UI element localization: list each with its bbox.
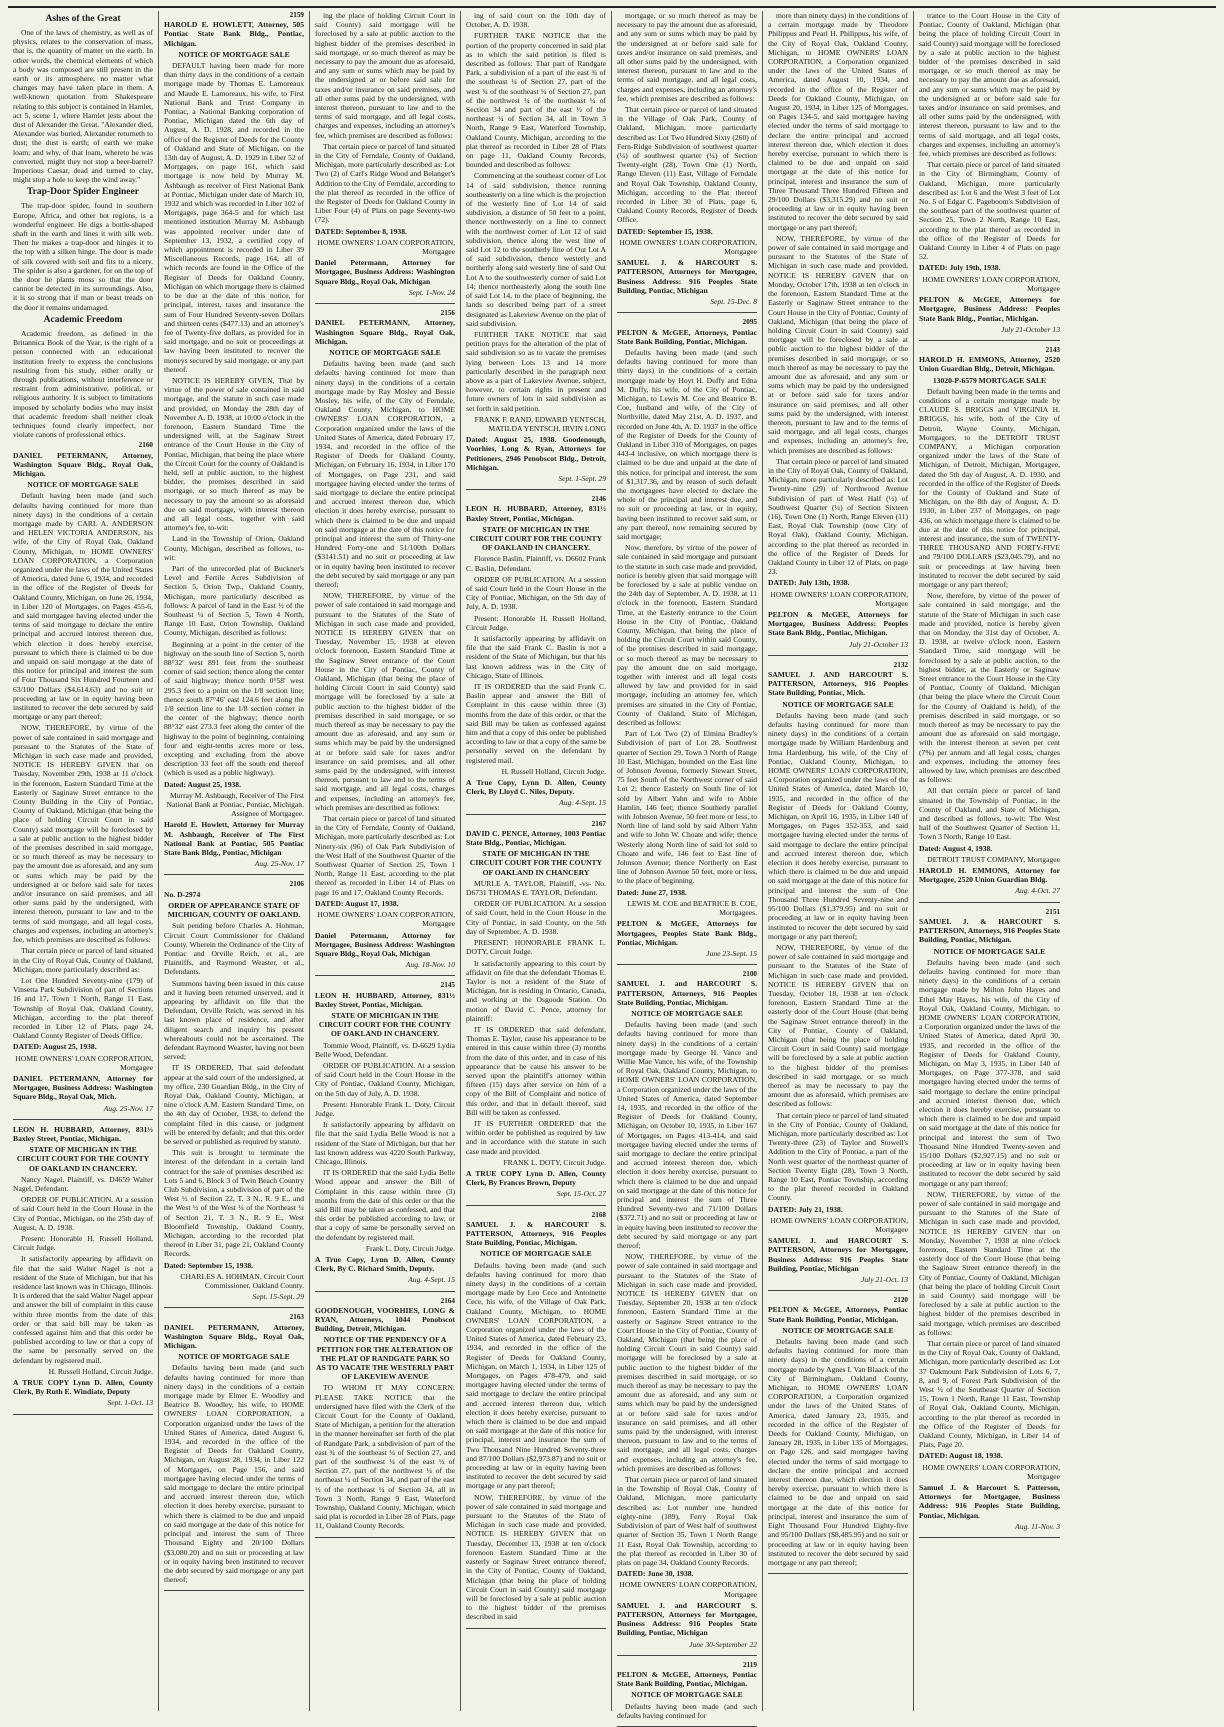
notice-paragraph: NOW, THEREFORE, by virtue of the power of sale contained in said mortgage and pursuant to the Statutes of the State of Michigan in such case made and provided, NOTICE IS HEREBY GIVEN that on Tuesday, November 29th, 1938 at 11 o'clock in the forenoon, Eastern Standard Time at the Easterly or Saginaw Street entrance to the County Building in the City of Pontiac, County of Oakland, Michigan (that being the place of holding Circuit Court in said County) said mortgage will be foreclosed by a sale at public auction to the highest bidder of the premises described in said mortgage, or so much thereof as may be necessary to pay the amount due as aforesaid, and any sum or sums which may be paid by the undersigned at or before said sale for taxes and/or insurance on said premises, and all other sums paid by the undersigned, with interest thereon, pursuant to law and to the terms of said mortgage, and all legal costs, charges and expenses, including an attorney's fee, which premises are described as follows: [13,723,153,945]
notice-paragraph: That certain piece or parcel of land situated in the City of Ferndale, County of Oakland, Michigan, more particularly described as: Lot Ninety-six (96) of Oak Park Subdivision of the West Half of the Southwest Quarter of the Southwest Quarter of Section 25, Town 1 North, Range 11 East, according to the plat thereof as recorded in Liber 14 of Plats on page 16 and 17, Oakland County Records. [315,814,455,897]
notice-signature: HOME OWNERS' LOAN CORPORATION, Mortgagee [770,1215,908,1234]
notice-paragraph: Defaults having been made (and such defaults having continued for more than ninety days) in the conditions of a certain mortgage made by Elmer E. Woodley and Beatrice B. Woodley, his wife, to HOME OWNERS' LOAN CORPORATION, a Corporation organized under the laws of the United States of America, dated August 6, 1934, and recorded in the office of the Register of Deeds for Oakland County, Michigan, on August 28, 1934, in Liber 122 of Mortgages, on Page 156, and said mortgagee having elected under the terms of said mortgage to declare the entire principal and accrued interest thereon due, which election it does hereby exercise, pursuant to which there is claimed to be due and unpaid on said mortgage at the date of this notice for principal and interest the sum of Three Thousand Eighty and 20/100 Dollars ($3,080.20) and no suit or proceeding at law or in equity having been instituted to recover the debt secured by said mortgage or any part thereof; [164,1363,304,1585]
notice-run-dates: Aug. 25-Nov. 17 [103,1103,153,1113]
notice-attorney: GOODENOUGH, VOORHIES, LONG & RYAN, Attorneys, 1044 Penobscot Building, Detroit, Michigan. [315,1305,455,1334]
notice-run-dates: Sept. 1-Nov. 24 [408,287,455,297]
legal-notice [466,1211,606,1622]
notice-paragraph: Defaults having been made (and such defaults having continued for more than ninety days) in the conditions of a certain mortgage made by Milton John Hayes and Ethel May Hayes, his wife, of the City of Royal Oak, Oakland County, Michigan, to HOME OWNERS' LOAN CORPORATION, a Corporation organized under the laws of the United States of America, dated April 30, 1935, and recorded in the office of the Register of Deeds for Oakland County, Michigan, on May 3, 1935, in Liber 140 of Mortgages, on Page 377-378, and said mortgagee having elected under the terms of said mortgage to declare the entire principal and accrued interest thereon due, which election it does hereby exercise, pursuant to which there is claimed to be due and unpaid on said mortgage at the date of this notice for principal and interest the sum of Two Thousand Nine Hundred Twenty-seven and 15/100 Dollars ($2,927.15) and no suit or proceeding at law or in equity having been instituted to recover the debt secured by said mortgage or any part thereof; [919,957,1060,1188]
notice-paragraph: Commencing at the southeast corner of Lot 14 of said subdivision, thence running southeasterly on a line which is the projection of the westerly line of Lot 14 of said subdivision, a distance of 50 feet to a point, thence northwesterly on a line to connect with the northwest corner of Lot 12 of said subdivision, thence along the west line of said Lot 12 to the southerly line of Out Lot A of said subdivision, thence westerly and northerly along said westerly line of said Out Lot A to the southwesterly corner of said Lot 14; thence northeasterly along the south line of said Lot 14, to the place of beginning, the lands so described being part of a street designated as Lakeview Avenue on the plat of said subdivision. [466,171,606,328]
notice-attorney: SAMUEL J. and HARCOURT S. PATTERSON, Attorneys, 916 Peoples State Building, Pontiac, Michigan. [617,979,757,1007]
notice-paragraph: That certain piece or parcel of land situated in the Village of Oak Park, County of Oakland, Michigan, more particularly described as: Lot Two Hundred Sixty (260) of Fern-Ridge Subdivision of southwest quarter (¼) of southwest quarter (¼) of Section Twenty-eight (28), Town One (1) North, Range Eleven (11) East, Village of Ferndale and Royal Oak Township, Oakland County, Michigan, according to the Plat thereof recorded in Liber 30 of Plats, page 6, Oakland County Records, Register of Deeds Office. [617,105,757,225]
notice-footer: PELTON & McGEE, Attorneys for Mortgagee, Business Address: Peoples State Bank Bldg., Pontiac, Michigan. [919,295,1060,323]
columns-container [8,11,1216,1720]
legal-notice [919,11,1060,334]
notice-caption: NOTICE OF THE PENDENCY OF A PETITION FOR THE ALTERATION OF THE PLAT OF RANDGATE PARK SO AS TO VACATE THE WESTERLY PART OF LAKEVIEW AVENUE [316,1335,454,1382]
notice-footer: A True Copy, Lynn D. Allen, County Clerk, By C. Richard Smith, Deputy. [315,1255,455,1274]
notice-dated: DATED: July 19th, 1938. [919,263,1001,273]
article-title: Ashes of the Great [45,14,121,24]
notice-dated: DATED: August 25, 1938. [13,1042,97,1052]
notice-paragraph: MURLE A. TAYLOR, Plaintiff, -vs- No. D6731 THOMAS E. TAYLOR, Defendant. [466,878,606,898]
notice-footer: SAMUEL J. & HARCOURT S. PATTERSON, Attorneys for Mortgagee, Business Address: 916 Peoples State Building, Pontiac, Michigan [617,258,757,295]
notice-paragraph: Defaults having been made (and such defaults having continued for more than thirty days) in the conditions of a certain mortgage made by Hoyt H. Duffy and Edna M. Duffy, his wife, of the City of Pontiac, Michigan, to Lewis M. Coe and Beatrice B. Coe, husband and wife, of the City of Northville, dated May 21st, A. D. 1937, and recorded on June 4th, A. D. 1937 in the office of the Register of Deeds for the County of Oakland in Liber 310 of Mortgages, on pages 443-4 inclusive, on which mortgage there is claimed to be due and unpaid at the date of this notice, for principal and interest, the sum of $1,317.36, and by reason of such default the mortgagees have elected to declare the whole of the principal and interest due, and no suit or proceeding at law, or in equity, having been instituted to recover said sum, or any part thereof, now remaining secured by said mortgage; [617,347,757,541]
notice-divider [768,655,908,656]
notice-paragraph: Part of Lot Two (2) of Elmina Bradley's Subdivision of part of Lot 28, Southwest quarter of Section 29, Town 3 North of Range 10 East, Michigan, bounded on the East line of Johnson Avenue, formerly Stewart Street, 75 feet South of the Northwest corner of said Lot 2; thence Easterly on South line of lot sold by Albert Yahn and wife to Abbie Hamlin, 146 feet; thence Southerly parallel with Johnson Avenue, 50 feet more or less, to North line of land sold by said Albert Yahn and wife to John W. Choate and wife; thence Westerly along North line of said lot sold to Choate and wife, 146 feet to East line of Johnson Avenue; thence Northerly on East line of Johnson Avenue 50 feet, more or less, to the place of beginning. [617,729,757,886]
notice-paragraph: Defaults having been made (and such defaults having continued for more than ninety days) in the conditions of a certain mortgage made by William Hardenburg and Irma Hardenburg, his wife, of the City of Pontiac, Oakland County, Michigan, to HOME OWNERS' LOAN CORPORATION, a Corporation organized under the laws of the United States of America, dated March 10, 1935, and recorded in the office of the Register of Deeds for Oakland County, Michigan, on April 16, 1935, in Liber 140 of Mortgages, on Pages 352-353, and said mortgagee having elected under the terms of said mortgage to declare the entire principal and accrued interest thereon due, which election it does hereby exercise, pursuant to which there is claimed to be due and unpaid on said mortgage at the date of this notice for principal and interest the sum of One Thousand Three Hundred Seventy-nine and 95/100 Dollars ($1,379.95) and no suit or proceeding at law or in equity having been instituted to recover the debt secured by said mortgage or any part thereof; [768,710,908,941]
notice-footer: Dated: August 25, 1938. Goodenough, Voorhies, Long & Ryan, Attorneys for Petitioners, 2946 Penobscot Bldg., Detroit, Michigan. [466,435,606,472]
notice-number: 2095 [742,318,757,327]
notice-paragraph: Default having been made in the terms and conditions of a certain mortgage made by CLAUDE S. BRIGGS and VIRGINIA H. BRIGGS, his wife, both of the City of Detroit, Wayne County, Michigan, Mortgagors, to the DETROIT TRUST COMPANY, a Michigan corporation organized under the laws of the State of Michigan, of Detroit, Michigan, Mortgagee, dated the 5th day of August, A. D. 1930, and recorded in the office of the Register of Deeds for the County of Oakland and State of Michigan, on the 8th day of August, A. D. 1930, in Liber 237 of Mortgages, on page 436, on which mortgage there is claimed to be due at the date of this notice for principal, interest and insurance, the sum of TWENTY-THREE THOUSAND AND FORTY-FIVE and 79/100 DOLLARS ($23,045.79), and no suit or proceedings at law having been instituted to recover the debt secured by said mortgage or any part thereof; [919,386,1060,589]
top-rule [8,6,1216,8]
notice-run-dates: Sept. 1-Oct. 13 [107,1398,153,1408]
notice-paragraph: IT IS FURTHER ORDERED that the within order be published as required by law and in accordance with the statute in such case made and provided. [466,1118,606,1156]
notice-number: 2163 [289,1313,304,1322]
notice-run-dates: Sept. 1-Sept. 29 [558,473,606,483]
notice-paragraph: Defaults having been made (and such defaults having continued for [617,1701,757,1720]
notice-run-dates: Aug. 4-Sept. 15 [559,798,606,808]
article-title: Trap-Door Spider Engineer [27,187,139,198]
notice-paragraph: Defaults having been made (and such defaults having continued for more than ninety days) in the conditions of a certain mortgage made by Leo Cece and Antoinette Cece, his wife, of the Village of Oak Park, Oakland County, Michigan, to HOME OWNERS' LOAN CORPORATION, a Corporation organized under the laws of the United States of America, dated February 23, 1934, and recorded in the office of the Register of Deeds for Oakland County, Michigan, on March 1, 1934, in Liber 125 of Mortgages, on Pages 478-479, and said mortgagee having elected under the terms of said mortgage to declare the entire principal and accrued interest thereon due, which election it does hereby exercise, pursuant to which there is claimed to be due and unpaid on said mortgage at the date of this notice for principal, interest and insurance the sum of Two Thousand Nine Hundred Seventy-three and 87/100 Dollars ($2,973.87) and no suit or proceeding at law or in equity having been instituted to recover the debt secured by said mortgage or any part thereof; [466,1260,606,1491]
notice-caption: NOTICE OF MORTGAGE SALE [933,946,1046,956]
notice-paragraph: That certain piece or parcel of land situated in the Township of Royal Oak, County of Oakland, Michigan, more particularly described as: Lot number one hundred eighty-nine (189), Ferry Royal Oak Subdivision of part of West half of southwest quarter of Section 35, Town 1 North Range 11 East, Royal Oak Township, according to the plat thereof as recorded in Liber 30 of plats on page 34, Oakland County Records. [617,1475,757,1567]
notice-divider [919,340,1060,341]
notice-dated: Dated: June 27, 1938. [617,887,687,897]
notice-attorney: DANIEL PETERMANN, Attorney, Washington Square Bldg., Royal Oak, Michigan. [315,318,455,346]
notice-paragraph: Land in the Township of Orion, Oakland County, Michigan, described as follows, to-wit: [164,534,304,562]
notice-footer: Harold E. Howlett, Attorney for Murray M. Ashbaugh, Receiver of The First National Bank at Pontiac, 505 Pontiac State Bank Bldg., Pontiac, Michigan [164,820,304,858]
notice-signature: FRANK L. DOTY, Circuit Judge. [503,1157,606,1167]
notice-divider [466,1628,606,1629]
notice-number: 2151 [1045,907,1060,916]
notice-paragraph: FURTHER TAKE NOTICE that said petition prays for the alteration of the plat of said subdivision so as to vacate the premises lying between Lots 13 and 14 more particularly described in the paragraph next above as a part of Lakeview Avenue, subject, however, to certain rights in present and future owners of lots in said subdivision as set forth in said petition. [466,329,606,413]
notice-dated: DATED: July 13th, 1938. [768,578,850,588]
notice-paragraph: IT IS ORDERED that the said Frank C. Baslin appear and answer the Bill of Complaint in this cause within three (3) months from the date of this order, or that the said Bill may be taken as confessed against him and that a copy of this order be published according to law or that a copy of the same be personally served on the defendant by registered mail. [466,682,607,765]
column [461,11,612,1711]
notice-caption: NOTICE OF MORTGAGE SALE [329,347,441,357]
notice-number: 2146 [591,495,606,504]
notice-paragraph: Present: Honorable H. Russell Holland, Circuit Judge. [466,613,606,632]
notice-footer: PELTON & McGEE, Attorneys for Mortgagees, Peoples State Bank Bldg., Pontiac, Michigan. [617,919,757,947]
notice-attorney: LEON H. HUBBARD, Attorney, 831½ Baxley Street, Pontiac, Michigan. [13,1124,153,1143]
notice-divider [617,1655,757,1656]
notice-number: 2119 [743,1660,757,1669]
legal-notice [617,970,757,1649]
notice-divider [164,1590,304,1591]
notice-caption: NOTICE OF MORTGAGE SALE [480,1249,592,1259]
column [8,11,159,1711]
notice-signature: H. Russell Holland, Circuit Judge. [48,1366,153,1376]
legal-notice [768,661,908,1284]
legal-notice [617,318,757,958]
notice-paragraph: mortgage, or so much thereof as may be necessary to pay the amount due as aforesaid, and any sum or sums which may be paid by the undersigned at or before said sale for taxes and/or insurance on said premises, and all other sums paid by the undersigned, with interest thereon, pursuant to law and to the terms of said mortgage, and all legal costs, charges and expenses, including an attorney's fee, which premises are described as follows: [617,11,757,103]
legal-notice [315,309,455,969]
legal-notice [617,11,757,306]
notice-run-dates: Sept. 15-Oct. 27 [556,1189,606,1199]
notice-paragraph: ORDER OF PUBLICATION. At a session of said Court held in the Court House in the City of Pontiac, Michigan, on the 25th day of August, A. D. 1938. [13,1195,153,1232]
legal-notice [768,1296,908,1567]
notice-paragraph: Summons having been issued in this cause and it having been returned unserved, and it appearing by affidavit on file that the Defendant, Orville Reich, was served in his last known place of residence, and after diligent search and inquiry his present whereabouts could not be ascertained. The defendant Raymond Weaster, having not been served; [164,978,304,1062]
notice-run-dates: Aug. 11-Nov. 3 [1015,1521,1060,1531]
notice-paragraph: That certain piece or parcel of land situated in the City of Royal Oak, County of Oakland, Michigan, more particularly described as: Lot 37 Oakmount Park Subdivision of Lots 6, 7, 8, and 9, of Forest Park Subdivision of the West ½ of the Southeast Quarter of Section 15, Town 1 North, Range 11 East, Township of Royal Oak, Oakland County, Michigan, according to the plat thereof as recorded in the Office of the Register of Deeds for Oakland County, Michigan, in Liber 14 of Plats, Page 20. [919,1339,1060,1450]
notice-paragraph: more than ninety days) in the conditions of a certain mortgage made by Theodore Philippus and Pearl H. Philippus, his wife, of the City of Royal Oak, Oakland County, Michigan, to HOME OWNERS' LOAN CORPORATION, a Corporation organized under the laws of the United States of America, dated August 10, 1934, and recorded in the office of the Register of Deeds for Oakland County, Michigan, on August 20, 1934, in Liber 125 of Mortgages, on Pages 134-5, and said mortgagee having elected under the terms of said mortgage to declare the entire principal and accrued interest thereon due, which election it does hereby exercise, pursuant to which there is claimed to be due and unpaid on said mortgage at the date of this notice for principal, interest and insurance the sum of Three Thousand Three Hundred Fifteen and 29/100 Dollars ($3,315.29) and no suit or proceeding at law or in equity having been instituted to recover the debt secured by said mortgage or any part thereof; [768,11,908,232]
notice-attorney: No. D-2974 [164,889,201,899]
notice-run-dates: Sept. 15-Dec. 8 [710,297,757,307]
notice-paragraph: NOW, THEREFORE, by virtue of the power of sale contained in said mortgage and pursuant to the Statutes of the State of Michigan in such case made and provided, NOTICE IS HEREBY GIVEN that on Tuesday, November 15, 1938 at eleven o'clock forenoon, Eastern Standard Time at the Saginaw Street entrance of the Court House in the City of Pontiac, County of Oakland, Michigan (that being the place of holding Circuit Court in said County) said mortgage will be foreclosed by a sale at public auction to the highest bidder of the premises described in said mortgage, or so much thereof as may be necessary to pay the amount due as aforesaid, and any sum or sums which may be paid by the undersigned at or before said sale for taxes and/or insurance on said premises, and all other sums paid by the undersigned, with interest thereon, pursuant to law and to the terms of said mortgage, and all legal costs, charges and expenses, including an attorney's fee, which premises are described as follows: [315,591,455,812]
notice-signature: HOME OWNERS' LOAN CORPORATION, Mortgagee [922,274,1060,293]
notice-run-dates: Aug. 4-Sept. 15 [408,1275,455,1285]
notice-signature: HOME OWNERS' LOAN CORPORATION, Mortgagee [15,1053,153,1072]
notice-paragraph: Now, therefore, by virtue of the power of sale contained in said mortgage and pursuant to the statute in such case made and provided, notice is hereby given that said mortgage will be foreclosed by a sale at public vendue on the 24th day of September, A. D. 1938, at 11 o'clock in the forenoon, Eastern Standard Time, at the Easterly entrance to the Court House in the City of Pontiac, Oakland County, Michigan, that being the place of holding the Circuit Court within said County, of the premises described in said mortgage, or so much thereof as may be necessary to pay the amount due on said mortgage, together with interest and all legal costs allowed by law and provided for in said mortgage, including an attorney fee, which premises are situated in the City of Pontiac, County of Oakland, State of Michigan, described as follows: [617,543,757,728]
notice-paragraph: That certain piece or parcel of land situated in the City of Pontiac, County of Oakland, Michigan, more particularly described as: Lot Twenty-three (23) of Taylor and Stowell's Addition to the City of Pontiac, a part of the North west quarter of the northeast quarter of Section Twenty Eight (28), Town 3 North, Range 10 East, Pontiac Township, according to the plat thereof recorded in Oakland County. [768,1110,908,1203]
notice-dated: Dated: August 4, 1938. [919,843,993,853]
notice-signature: Murray M. Ashbaugh, Receiver of The First National Bank at Pontiac, Pontiac, Michigan. Assignee of Mortgagee. [166,790,304,819]
notice-attorney: PELTON & McGEE, Attorneys, Pontiac State Bank Building, Pontiac, Michigan. [617,327,757,346]
notice-signature: HOME OWNERS' LOAN CORPORATION, Mortgagee [317,237,455,257]
notice-paragraph: Present: Honorable H. Russell Holland, Circuit Judge. [13,1233,153,1253]
notice-footer: PELTON & McGEE, Attorneys for Mortgagee, Business Address: Peoples State Bank Bldg., Pontiac, Michigan. [768,610,908,638]
notice-divider [919,902,1060,903]
column [612,11,763,1720]
notice-divider [164,1307,304,1308]
notice-divider [466,814,606,815]
notice-signature: HOME OWNERS' LOAN CORPORATION, Mortgagee [619,237,757,257]
notice-caption: STATE OF MICHIGAN IN THE CIRCUIT COURT FOR THE COUNTY OF OAKLAND IN CHANCERY [469,849,603,877]
notice-divider [466,1205,606,1206]
notice-paragraph: It satisfactorily appearing by affidavit on file that the said Frank C. Baslin is not a resident of the State of Michigan, but that his last known address was in the City of Chicago, State of Illinois. [466,634,606,680]
article [13,187,153,311]
notice-signature: Frank L. Doty, Circuit Judge. [365,1243,455,1253]
article-paragraph: Academic freedom, as defined in the Britannica Book of the Year, is the right of a person connected with an educational institution freely to express the conclusions resulting from his study, either orally or through publications, without interference or restraint from administrative, political, or religious authority. It is subject to limitations imposed by scholarly bodies who may insist that academic freedom shall neither cloak techniques found clearly imperfect, nor violate canons of professional ethics. [13,328,153,440]
notice-caption: STATE OF MICHIGAN IN THE CIRCUIT COURT FOR THE COUNTY OF OAKLAND IN CHANCERY. [469,524,603,553]
legal-notice [13,441,153,1112]
notice-paragraph: Defaults having been made (and such defaults having continued for more than ninety days) in the conditions of a certain mortgage made by Agnes I. Van Blaack of the City of Birmingham, Oakland County, Michigan, to HOME OWNERS' LOAN CORPORATION, a Corporation organized under the laws of the United States of America, dated January 23, 1935, and recorded in the office of the Register of Deeds for Oakland County, Michigan, on January 28, 1935, in Liber 135 of Mortgages, on Page 126, and said mortgagee having elected under the terms of said mortgage to declare the entire principal and accrued interest thereon due, which election it does hereby exercise, pursuant to which there is claimed to be due and unpaid on said mortgage at the date of this notice for principal, interest and insurance the sum of Eight Thousand Four Hundred Eighty-five and 95/100 Dollars ($8,485.95) and no suit or proceeding at law or in equity having been instituted to recover the debt secured by said mortgage or any part thereof; [768,1337,908,1567]
notice-paragraph: ORDER OF PUBLICATION. At a session of said Court held in the Court House in the City of Pontiac, Oakland County, Michigan, on the 5th day of July, A. D. 1938. [315,1060,455,1098]
notice-paragraph: NOW, THEREFORE, by virtue of the power of sale contained in said mortgage and pursuant to the Statutes of the State of Michigan in such case made and provided, NOTICE IS HEREBY GIVEN that on Tuesday, September 20, 1938 at ten o'clock forenoon, Eastern Standard Time at the easterly or Saginaw Street entrance to the Court House in the City of Pontiac, County of Oakland, Michigan (that being the place of holding Circuit Court in said County) said mortgage will be foreclosed by a sale at public auction to the highest bidder of the premises described in said mortgage, or so much thereof as may be necessary to pay the amount due as aforesaid, and any sum or sums which may be paid by the undersigned at or before said sale for taxes and/or insurance on said premises, and all other sums paid by the undersigned, with interest thereon, pursuant to law and to the terms of said mortgage, and all legal costs, charges and expenses, including an attorney's fee, which premises are described as follows: [617,1252,757,1473]
notice-footer: DANIEL PETERMANN, Attorney for Mortgagee, Business Address: Washington Square Bldg., Royal Oak, Mich. [13,1073,153,1102]
notice-paragraph: Default having been made (and such defaults having continued for more than ninety days) in the conditions of a certain mortgage made by CARL A. ANDERSON and HELEN VICTORIA ANDERSON, his wife, of the City of Royal Oak, Oakland County, Michigan, to HOME OWNERS' LOAN CORPORATION, a Corporation organized under the laws of the United States of America, dated June 6, 1934, and recorded in the office of the Register of Deeds for Oakland County, Michigan, on June 26, 1934, in Liber 120 of Mortgages, on Pages 455-6, and said mortgagee having elected under the terms of said mortgage to declare the entire principal and accrued interest thereon due, which election it does hereby exercise, pursuant to which there is claimed to be due and unpaid on said mortgage at the date of this notice for principal and interest the sum of Four Thousand Six Hundred Fourteen and 63/100 Dollars ($4,614.63) and no suit or proceeding at law or in equity having been instituted to recover the debt secured by said mortgage or any part thereof; [13,491,153,722]
legal-notice [164,11,304,868]
notice-paragraph: PRESENT: HONORABLE FRANK L. DOTY, Circuit Judge. [466,938,606,957]
notice-run-dates: June 23-Sept. 15 [706,948,757,958]
notice-dated: DATED: July 21, 1938. [768,1204,843,1214]
notice-number: 2164 [440,1296,455,1305]
notice-divider [315,1291,455,1292]
notice-paragraph: Beginning at a point in the center of the highway on the south line of Section 5, north 88°32' west 891 feet from the southeast corner of said section; thence along the center of said highway; thence north 0°58' west 295.3 feet to a point on the 1/8 section line; thence south 87°46' east 124.6 feet along the 1/8 section line to the 1/8 section corner in the center of the highway; thence north 88°32' east 273.3 feet along the center of the highway to the point of beginning, containing four and eight-tenths acres more or less, excepting and excluding from the above description 33 feet off the south end thereof (which is used as a public highway). [164,639,304,778]
notice-footer: SAMUEL J. and HARCOURT S. PATTERSON, Attorneys for Mortgagee, Business Address: 916 Peoples State Building, Pontiac, Michigan [768,1236,908,1273]
notice-divider [315,303,455,304]
notice-attorney: DAVID C. PENCE, Attorney, 1003 Pontiac State Bldg., Pontiac, Michigan. [466,828,606,848]
legal-notice [466,11,606,483]
notice-paragraph: All that certain piece or parcel of land situated in the Township of Pontiac, in the County of Oakland, and State of Michigan, and described as follows, to-wit: The West half of the Southwest Quarter of Section 11, Town 3 North, Range 10 East. [919,786,1060,842]
notice-signature: CHARLES A. HOHMAN, Circuit Court Commissioner, Oakland County. [180,1271,304,1291]
notice-paragraph: This suit is brought to terminate the interest of the defendant in a certain land contract for the sale of premises described as: Lots 5 and 6, Block 3 of Twin Beach Country Club Subdivision, a subdivision of part of the West ½ of Section 22, T. 3 N., R. 9 E., and the West ½ of the West ¼ of the Northeast ¼ of Section 21, T. 3 N., R. 9 E., West Bloomfield Township, Oakland County, Michigan, according to the recorded plat thereof in Liber 31, page 21, Oakland County Records. [164,1148,304,1259]
notice-paragraph: NOW, THEREFORE, by virtue of the power of sale contained in said mortgage and pursuant to the Statutes of the State of Michigan in such case made and provided, NOTICE IS HEREBY GIVEN that on Monday, November 7, 1938 at nine o'clock forenoon, Eastern Standard Time at the easterly door of the Court House (that being the Saginaw Street entrance thereof) in the City of Pontiac, County of Oakland, Michigan (that being the place of holding Circuit Court in said County) said mortgage will be foreclosed by a sale at public auction to the highest bidder of the premises described in said mortgage, which premises are described as follows: [919,1189,1060,1337]
notice-signature: HOME OWNERS' LOAN CORPORATION, Mortgagee [317,910,455,929]
notice-paragraph: NOW, THEREFORE, by virtue of the power of sale contained in said mortgage and pursuant to the Statutes of the State of Michigan in such case made and provided, NOTICE IS HEREBY GIVEN that on Monday, October 17th, 1938 at ten o'clock in the forenoon, Eastern Standard Time at the Easterly or Saginaw Street entrance to the Court House in the City of Pontiac, County of Oakland, Michigan (that being the place of holding Circuit Court in said County) said mortgage will be foreclosed by a sale at public auction to the highest bidder of the premises described in said mortgage, or so much thereof as may be necessary to pay the amount due as aforesaid, and any sum or sums which may be paid by the undersigned at or before said sale for taxes and/or insurance on said premises, and all other sums paid by the undersigned, with interest thereon, pursuant to law and to the terms of said mortgage, and all legal costs, charges and expenses, including an attorney's fee, which premises are described as follows: [768,233,908,455]
notice-divider [315,1537,455,1538]
notice-caption: NOTICE OF MORTGAGE SALE [782,699,894,709]
notice-footer: Daniel Petermann, Attorney for Mortgagee, Business Address: Washington Square Bldg., Royal Oak, Michigan [315,258,455,286]
legal-notice [919,908,1060,1531]
notice-divider [768,1573,908,1574]
notice-paragraph: ing of said court on the 10th day of October, A. D. 1938. [466,11,606,30]
notice-caption: STATE OF MICHIGAN IN THE CIRCUIT COURT FOR THE COUNTY OF OAKLAND IN CHANCERY. [318,1010,452,1039]
notice-attorney: SAMUEL J. & HARCOURT S. PATTERSON, Attorneys, 916 Peoples State Building, Pontiac, Michigan. [919,916,1060,945]
notice-paragraph: trance to the Court House in the City of Pontiac, County of Oakland, Michigan (that being the place of holding Circuit Court in said County) said mortgage will be foreclosed by a sale at public auction to the highest bidder of the premises described in said mortgage, or so much thereof as may be necessary to pay the amount due as aforesaid, and any sum or sums which may be paid by the undersigned at or before said sale for taxes and/or insurance on said premises, and all other sums paid by the undersigned, with interest thereon, pursuant to law and to the terms of said mortgage, and all legal costs, charges and expenses, including an attorney's fee, which premises are described as follows: [919,11,1060,159]
notice-attorney: SAMUEL J. AND HARCOURT S. PATTERSON, Attorneys, 916 Peoples State Building, Pontiac, Mich. [768,670,908,698]
notice-paragraph: Tommie Wood, Plaintiff, vs. D-6629 Lydia Belle Wood, Defendant. [315,1040,455,1059]
notice-run-dates: Aug. 18-Nov. 10 [405,960,455,970]
notice-number: 2160 [138,441,153,450]
notice-divider [164,874,304,875]
legal-notice [466,820,606,1199]
notice-paragraph: NOW, THEREFORE, by virtue of the power of sale contained in said mortgage and pursuant to the Statutes of the State of Michigan in such case made and provided, NOTICE IS HEREBY GIVEN that on Tuesday, December 13, 1938 at ten o'clock forenoon Eastern Standard Time at the easterly or Saginaw Street entrance thereof, in the City of Pontiac, County of Oakland, Michigan (that being the place of holding Circuit Court in said County) said mortgage will be foreclosed by a sale at public auction to the highest bidder of the premises described in said [466,1492,606,1622]
notice-dated: DATED: August 18, 1938. [919,1451,1003,1461]
notice-attorney: SAMUEL J. & HARCOURT S. PATTERSON, Attorneys, 916 Peoples State Building, Pontiac, Michigan. [466,1219,606,1248]
notice-number: 2100 [742,970,757,979]
notice-caption: STATE OF MICHIGAN IN THE CIRCUIT COURT FOR THE COUNTY OF OAKLAND IN CHANCERY. [16,1145,150,1173]
notice-paragraph: That certain piece or parcel of land situated in the City of Royal Oak, County of Oakland, Michigan, more particularly described as: [13,946,153,974]
notice-run-dates: Aug. 25-Nov. 17 [254,859,304,869]
notice-footer: A TRUE COPY Lynn D. Allen, County Clerk, By Frances Brown, Deputy [466,1168,606,1188]
notice-paragraph: Now, therefore, by virtue of the power of sale contained in said mortgage, and the statute of the State of Michigan in such case made and provided, notice is hereby given that on Monday, the 31st day of October, A. D. 1938, at twelve o'clock noon, Eastern Standard Time, said mortgage will be foreclosed by a sale at public auction, to the highest bidder, at the Easterly or Saginaw Street entrance to the Court House in the City of Pontiac, County of Oakland, Michigan (that being the place where the Circuit Court for the County of Oakland is held), of the premises described in said mortgage, or so much thereof as may be necessary to pay the amount due as aforesaid on said mortgage, with the interest thereon at seven per cent (7%) per annum and all legal costs, charges and expenses, including the attorney fees allowed by law, which premises are described as follows: [919,591,1060,785]
notice-footer: HAROLD H. EMMONS, Attorney for Mortgagee, 2520 Union Guardian Bldg. [919,866,1060,885]
notice-caption: NOTICE OF MORTGAGE SALE [782,1325,894,1335]
notice-divider [768,1290,908,1291]
notice-dated: DATED: September 8, 1938. [315,226,407,236]
notice-signature: HOME OWNERS' LOAN CORPORATION, Mortgagee [770,589,908,608]
article-paragraph: The trap-door spider, found in southern Europe, Africa, and other hot regions, is a wonderful engineer. He digs a bottle-shaped shaft in the earth and lines it with silk web. Then he makes a trap-door and hinges it to the top with a silken hinge. The door is made of silk covered with soil and fits to a nicety. The spider is also a gardener, for on the top of the door he plants moss so that the door cannot be detected in its surroundings. Also, it is so strong that if man or beast treads on the door it remains undamaged. [13,201,153,312]
notice-paragraph: ORDER OF PUBLICATION. At a session of said Court, held in the Court House in the City of Pontiac, in said County, on the 5th day of September, A. D. 1938. [466,899,606,936]
notice-footer: SAMUEL J. and HARCOURT S. PATTERSON, Attorneys for Mortgagee, Business Address: 916 Peoples State Building, Pontiac, Michigan [617,1600,757,1638]
notice-signature: H. Russell Holland, Circuit Judge. [501,766,606,776]
notice-paragraph: Defaults having been made (and such defaults having continued for more than ninety days) in the conditions of a certain mortgage made by George H. Vance and Willie Mae Vance, his wife, of the Township of Royal Oak, Oakland County, Michigan, to HOME OWNERS' LOAN CORPORATION, a Corporation organized under the laws of the United States of America, dated September 14, 1935, and recorded in the office of the Register of Deeds for Oakland County, Michigan, on October 10, 1935, in Liber 167 of Mortgages, on Pages 413-414, and said mortgagee having elected under the terms of said mortgage to declare the entire principal and accrued interest thereon due, which election it does hereby exercise, pursuant to which there is claimed to be due and unpaid on said mortgage at the date of this notice for principal and interest the sum of Three Hundred Seventy-two and 71/100 Dollars ($372.71) and no suit or proceeding at law or in equity having been instituted to recover the debt secured by said mortgage or any part thereof; [617,1020,757,1250]
notice-caption: NOTICE OF MORTGAGE SALE [27,480,139,490]
notice-paragraph: ORDER OF PUBLICATION. At a session of said Court held in the Court House in the City of Pontiac, Michigan, on the 5th day of July, A. D. 1938. [466,574,606,612]
notice-attorney: HAROLD E. HOWLETT, Attorney, 505 Pontiac State Bank Bldg., Pontiac, Michigan. [164,20,304,48]
legal-notice [768,11,908,649]
notice-footer: A TRUE COPY Lynn D. Allen, County Clerk, By Ruth E. Windiate, Deputy [13,1378,153,1397]
notice-paragraph: Part of the unrecorded plat of Buckner's Level and Fertile Acres Subdivision of Section 5, Orion Twp., Oakland County, Michigan, more particularly described as follows: A parcel of land in the East ½ of the Southeast ¼ of Section 5, Town 4 North, Range 10 East, Orion Township, Oakland County, Michigan, described as follows: [164,563,304,638]
notice-caption: NOTICE OF MORTGAGE SALE [631,1008,743,1018]
notice-paragraph: IT IS ORDERED that the said Lydia Belle Wood appear and answer the Bill of Complaint in this cause within three (3) months from the date of this order or that the said Bill may be taken as confessed, and that this order be published according to law, or that a copy of same be personally served on the defendant by registered mail. [315,1168,455,1242]
notice-paragraph: ing the place of holding Circuit Court in said County) said mortgage will be foreclosed by a sale at public auction to the highest bidder of the premises described in said mortgage, or so much thereof as may be necessary to pay the amount due as aforesaid, and any sum or sums which may be paid by the undersigned at or before said sale for taxes and/or insurance on said premises, and all other sums paid by the undersigned, with interest thereon, pursuant to law and to the terms of said mortgage, and all legal costs, charges and expenses, including an attorney's fee, which premises are described as follows: [315,11,455,140]
notice-caption: ORDER OF APPEARANCE STATE OF MICHIGAN, COUNTY OF OAKLAND. [167,900,301,920]
notice-paragraph: Nancy Nagel, Plaintiff, vs. D4659 Walter Nagel, Defendant. [13,1174,153,1193]
legal-notice [919,346,1060,896]
notice-paragraph: DEFAULT having been made for more than thirty days in the conditions of a certain mortgage made by Thomas E. Lamoreaux and Maude E. Lamoreaux, his wife, to First National Bank and Trust Company in Pontiac, a National Banking corporation of Pontiac, Michigan dated the 6th day of August, A. D. 1928, and recorded in the office of the Register of Deeds for the County of Oakland and State of Michigan, on the 13th day of August, A. D. 1929 in Liber 52 of Mortgages, on page 161, which said mortgage is now held by Murray M. Ashbaugh as receiver of First National Bank at Pontiac, Michigan under date of March 10, 1932 and which was recorded in Liber 102 of Mortgages, page 364-5 and for which last mentioned institution Murray M. Ashbaugh was appointed receiver under date of September 13, 1932, a certified copy of which appointment is recorded in Liber 39 Miscellaneous Records, page 164, all of which records are found in the Office of the Register of Deeds for Oakland County, Michigan on which mortgage there is claimed to be due at the date of this notice, for principal, interest, taxes and insurance the sum of Four Hundred Seventy-seven Dollars and thirteen cents ($477.13) and an attorney's fee of Twenty-five dollars, as provided for in said mortgage, and no suit or proceedings at law having been instituted to recover the moneys secured by said mortgage, or any part thereof. [164,61,304,374]
legal-notice [617,1661,757,1720]
notice-paragraph: It satisfactorily appearing by affidavit on file that the said Walter Nagel is not a resident of the State of Michigan, but that his residence last known was in Chicago, Illinois. It is ordered that the said Walter Nagel appear and answer the bill of complaint in this cause within three months from the date of this order or that said bill may be taken as confessed against him and that this order be published according to law or that a copy of the same be personally served on the defendant by registered mail. [13,1254,153,1365]
notice-number: 2106 [289,880,304,889]
notice-paragraph: It satisfactorily appearing by affidavit on file that the said Lydia Belle Wood is not a resident of the State of Michigan, but that her last known address was 4220 South Parkway, Chicago, Illinois. [315,1120,455,1166]
notice-attorney: PELTON & McGEE, Attorneys, Pontiac State Bank Building, Pontiac, Michigan. [617,1669,757,1689]
notice-divider [617,964,757,965]
notice-run-dates: July 21-October 13 [1000,324,1060,334]
notice-paragraph: IT IS ORDERED that said defendant, Thomas E. Taylor, cause his appearance to be entered in this cause within three (3) months from the date of this order, and in case of his appearance that he cause his answer to be served upon the plaintiff's attorney within fifteen (15) days after service on him of a copy of the Bill of Complaint and notice of this order, and that in default thereof, said Bill will be taken as confessed. [466,1024,606,1117]
notice-signature: FRANK F. RAND, EDWARD YENTSCH, MATILDA YENTSCH, IRVIN LONG [474,414,606,433]
notice-caption: 13020-P-6579 MORTGAGE SALE [932,375,1047,385]
notice-number: 2167 [591,819,606,828]
notice-paragraph: NOW, THEREFORE, by virtue of the power of sale contained in said mortgage and pursuant to the Statutes of the State of Michigan in such case made and provided, NOTICE IS HEREBY GIVEN that on Tuesday, October 18, 1938 at ten o'clock forenoon, Eastern Standard Time at the easterly door of the Court House (that being the Saginaw Street entrance thereof) in the City of Pontiac, County of Oakland, Michigan (that being the place of holding Circuit Court in said County) said mortgage will be foreclosed by a sale at public auction to the highest bidder of the premises described in said mortgage, or so much thereof as may be necessary to pay the amount due as aforesaid, which premises are described as follows: [768,942,908,1109]
notice-paragraph: It satisfactorily appearing to this court by affidavit on file that the defendant Thomas E. Taylor is not a resident of the State of Michigan, but is residing in Ontario, Canada, and working at the Osgoode Station. On motion of David C. Pence, attorney for plaintiff: [466,958,606,1023]
notice-run-dates: Sept. 15-Sept. 29 [252,1292,304,1302]
notice-divider [315,975,455,976]
notice-attorney: LEON H. HUBBARD, Attorney, 831½ Baxley Street, Pontiac, Michigan. [466,504,606,523]
notice-paragraph: That certain piece or parcel of land situated in the City of Royal Oak, County of Oakland, Michigan, more particularly described as: Lot Twenty-nine (29) of Northwood Avenue Subdivision of part of West Half (½) of Southwest Quarter (¼) of Section Sixteen (16), Town One (1) North, Range Eleven (11) East, Royal Oak Township (now City of Royal Oak), Oakland County, Michigan, according to the plat thereof as recorded in the office of the Register of Deeds for Oakland County in Liber 12 of Plats, on page 23. [768,456,908,577]
notice-divider [13,1414,153,1415]
notice-paragraph: That certain piece or parcel of land situated in the City of Birmingham, County of Oakland, Michigan, more particularly described as: Lot 6 and the West 3 feet of Lot No. 5 of Edgar C. Pageboom's Subdivision of the southeast part of the southwest quarter of Section 25, Town 2 North, Range 10 East, according to the plat thereof as recorded in the office of the Register of Deeds for Oakland County in Liber 4 of Plats on page 52. [919,160,1060,262]
notice-paragraph: Lot One Hundred Seventy-nine (179) of Vinsetta Park Subdivision of part of Sections 16 and 17, Town 1 North, Range 11 East, Township of Royal Oak, Oakland County, Michigan, according to the plat thereof recorded in Liber 12 of Plats, page 24, Oakland County Register of Deeds Office. [13,975,153,1041]
notice-divider [466,489,606,490]
notice-signature: HOME OWNERS' LOAN CORPORATION, Mortgagee [619,1580,757,1599]
notice-footer: A True Copy, Lynn D. Allen, County Clerk, By Lloyd C. Niles, Deputy. [466,778,606,797]
notice-number: 2168 [591,1210,606,1219]
notice-dated: Dated: September 15, 1938. [164,1260,254,1270]
notice-dated: DATED: June 30, 1938. [617,1569,694,1579]
legal-notice [466,495,606,808]
notice-attorney: DANIEL PETERMANN, Attorney, Washington Square Bldg., Royal Oak, Michigan. [164,1322,304,1351]
legal-notice [315,1297,455,1531]
column [310,11,461,1711]
notice-number: 2120 [893,1296,908,1305]
notice-footer: Samuel J. & Harcourt S. Patterson, Attorneys for Mortgagee, Business Address: 916 Peoples State Building, Pontiac, Michigan. [919,1483,1060,1520]
notice-number: 2156 [440,309,455,318]
notice-paragraph: Suit pending before Charles A. Hohman, Circuit Court Commissioner for Oakland County. Wherein the Ordinance of the City of Pontiac and Orville Reich, et al., are Plaintiffs, and Raymond Weaster, et al., Defendants. [164,921,304,977]
notice-divider [617,312,757,313]
notice-caption: NOTICE OF MORTGAGE SALE [631,1690,743,1700]
notice-signature: DETROIT TRUST COMPANY, Mortgagee [927,854,1060,864]
notice-number: 2143 [1045,345,1060,354]
legal-notice [164,880,304,1301]
article-paragraph: One of the laws of chemistry, as well as of physics, relates to the conservation of mass, that is, the quantity of matter on the earth. In other words, the chemical elements of which a body was composed are still present in the earth or its atmosphere, no matter what changes may have taken place in them. A well-known quotation from Shakespeare relating to this subject is contained in Hamlet, act 5, scene 1, where Hamlet jests about the dust of Alexander the Great. "Alexander died, Alexander was buried, Alexander returneth to dust; the dust is earth; of earth we make loam; and why, of that loam, whereto he was converted, might they not stop a beer-barrel? Imperious Caesar, dead and turned to clay, might stop a hole to keep the wind away." [13,28,153,185]
notice-caption: NOTICE OF MORTGAGE SALE [178,1352,290,1362]
column [914,11,1065,1711]
notice-paragraph: FURTHER TAKE NOTICE that the portion of the property concerned in said plat as to which the said petition is filed is described as follows: That part of Randgate Park, a subdivision of a part of the east ¾ of the southeast ¼ of Section 27, part of the west ¾ of the southeast ¼ of Section 27, part of the northwest ¼ of the northeast ¼ of Section 34 and part of the east ½ of the northeast ¼ of Section 34, all in Town 3 North, Range 9 East, Waterford Township, Oakland County, Michigan, according to the plat thereof as recorded in Liber 28 of Plats on page 11, Oakland County Records, bounded and described as follows: [466,31,606,170]
legal-notice [164,1313,304,1584]
notice-divider [13,1119,153,1120]
notice-paragraph: Florence Baslin, Plaintiff, vs. D6602 Frank C. Baslin, Defendant. [466,554,606,573]
column [763,11,914,1711]
notice-attorney: HAROLD H. EMMONS, Attorney, 2520 Union Guardian Bldg., Detroit, Michigan. [919,355,1060,374]
notice-footer: Daniel Petermann, Attorney for Mortgagee, Business Address: Washington Square Bldg., Royal Oak, Michigan [315,930,455,958]
article [13,315,153,439]
notice-paragraph: Present: Honorable Frank L. Doty, Circuit Judge. [315,1099,455,1118]
notice-run-dates: Aug. 4-Oct. 27 [1015,886,1060,896]
notice-signature: HOME OWNERS' LOAN CORPORATION, Mortgagee [922,1462,1060,1481]
legal-notice [315,981,455,1284]
notice-paragraph: NOTICE IS HEREBY GIVEN, That by virtue of the power of sale contained in said mortgage, and the statute in such case made and provided, on Monday the 28th day of November A. D. 1938, at 10:00 o'clock in the forenoon, Eastern Standard Time the undersigned will, at the Saginaw Street entrance of the Court House in the City of Pontiac, Michigan, that being the place where the Circuit Court for the county of Oakland is held, sell at public auction, to the highest bidder, the premises described in said mortgage, or so much thereof as may be necessary to pay the amount so as aforesaid due on said mortgage, with interest thereon and all legal costs, together with said attorney's fee, to-wit: [164,375,304,533]
notice-dated: Dated: August 25, 1938. [164,779,241,789]
notice-paragraph: TO WHOM IT MAY CONCERN: PLEASE TAKE NOTICE that the undersigned have filed with the Clerk of the Circuit Court for the County of Oakland, State of Michigan, a petition for the alteration in the manner hereinafter set forth of the plat of Randgate Park, a subdivision of part of the east ¾ of the southeast ¼ of Section 27, and part of the southwest ¼ of the east ½ of Section 27, part of the northwest ¼ of the northeast ¼ of Section 34, and part of the east ½ of the northeast ¼ of Section 34, all in Town 3 North, Range 9 East, Waterford Township, Oakland County, Michigan, which said plat is recorded in Liber 28 of Plats, page 11, Oakland County Records. [315,1383,455,1531]
notice-dated: DATED: August 17, 1938. [315,898,399,908]
notice-paragraph: Defaults having been made (and such defaults having continued for more than ninety days) in the conditions of a certain mortgage made by Ray Mosley and Bessie Mosley, his wife, of the City of Ferndale, Oakland County, Michigan, to HOME OWNERS' LOAN CORPORATION, a Corporation organized under the laws of the United States of America, dated February 17, 1934, and recorded in the office of the Register of Deeds for Oakland County, Michigan, on February 16, 1934, in Liber 170 of Mortgages, on Page 231, and said mortgagee having elected under the terms of said mortgage to declare the entire principal and accrued interest thereon due, which election it does hereby exercise, pursuant to which there is claimed to be due and unpaid on said mortgage at the date of this notice for principal and interest the sum of Thirty-one Hundred Forty-one and 51/100th Dollars ($3141.51) and no suit or proceeding at law or in equity having been instituted to recover the debt secured by said mortgage or any part thereof; [315,359,455,589]
notice-attorney: PELTON & McGEE, Attorneys, Pontiac State Bank Building, Pontiac, Michigan. [768,1305,908,1324]
notice-paragraph: That certain piece or parcel of land situated in the City of Ferndale, County of Oakland, Michigan, more particularly described as: Lot Two (2) of Carl's Ridge Wood and Belanger's Addition to the City of Ferndale, according to the plat thereof as recorded in the office of the Register of Deeds for Oakland County in Liber Four (4) of Plats on page Seventy-two (72). [315,141,455,225]
notice-run-dates: June 30-September 22 [689,1639,757,1649]
article [13,14,153,184]
notice-number: 2145 [440,981,455,990]
notice-signature: LEWIS M. COE and BEATRICE B. COE, Mortgagees. [627,898,757,918]
legal-notice [315,11,455,297]
notice-run-dates: July 21-October 13 [848,639,908,649]
notice-number: 2132 [893,660,908,669]
notice-attorney: DANIEL PETERMANN, Attorney, Washington Square Bldg., Royal Oak, Michigan. [13,450,153,478]
notice-dated: DATED: September 15, 1938. [617,226,713,236]
notice-caption: NOTICE OF MORTGAGE SALE [178,49,290,59]
notice-attorney: LEON H. HUBBARD, Attorney, 831½ Baxley Street, Pontiac, Michigan. [315,990,455,1009]
article-title: Academic Freedom [43,314,123,325]
notice-number: 2159 [289,11,304,19]
legal-notice [13,1125,153,1408]
notice-divider [919,1537,1060,1538]
notice-run-dates: July 21-Oct. 13 [860,1275,908,1285]
column [159,11,310,1711]
notice-paragraph: IT IS ORDERED, That said defendant appear at the said court of the undersigned, at my office, 230 Guardian Bldg., in the City of Royal Oak, Oakland County, Michigan, at nine o'clock A.M. Eastern Standard Time, on the 4th day of October, 1938, to defend the complaint filed in this cause, or judgment will be entered by default; and that this order be served or published as required by statute. [164,1063,304,1146]
